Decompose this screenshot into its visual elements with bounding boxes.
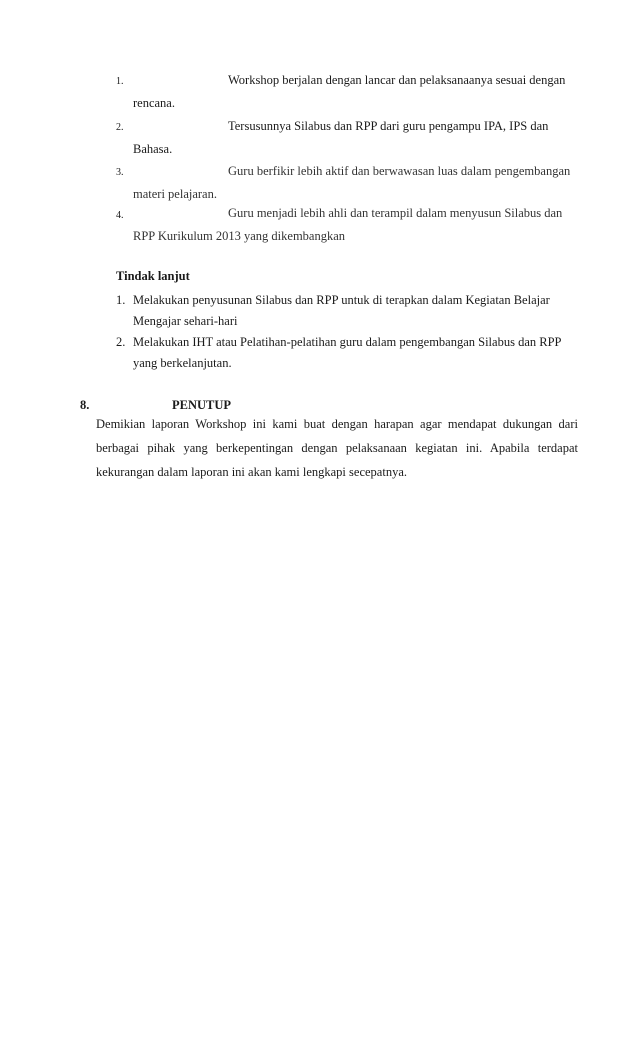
list-item-number: 3. <box>116 167 124 178</box>
list-item-number: 1. <box>116 293 126 307</box>
list-item-line2: Bahasa. <box>133 142 173 156</box>
list-item-line2: Mengajar sehari-hari <box>133 314 238 328</box>
list-item-line1: Workshop berjalan dengan lancar dan pelaksanaanya sesuai dengan <box>228 73 566 87</box>
list-item-line2: rencana. <box>133 96 175 110</box>
list-item-line2: yang berkelanjutan. <box>133 356 232 370</box>
list-item-line1: Guru berfikir lebih aktif dan berwawasan luas dalam pengembangan <box>228 164 571 178</box>
list-item-line1: Melakukan IHT atau Pelatihan-pelatihan guru dalam pengembangan Silabus dan RPP <box>133 335 562 349</box>
list-item-number: 1. <box>116 76 124 87</box>
list-item-line2: materi pelajaran. <box>133 187 217 201</box>
section-number: 8. <box>80 398 90 412</box>
closing-paragraph: Demikian laporan Workshop ini kami buat dengan harapan agar mendapat dukungan dari berbagai pihak yang berkepentingan dengan pelaksanaan kegiatan ini. Apabila terdapat kekurangan dalam laporan ini akan kami lengkapi secepatnya. <box>96 417 578 479</box>
list-item-line1: Tersusunnya Silabus dan RPP dari guru pengampu IPA, IPS dan <box>228 119 549 133</box>
list-item-line2: RPP Kurikulum 2013 yang dikembangkan <box>133 229 346 243</box>
section-heading: PENUTUP <box>172 398 232 412</box>
follow-up-heading: Tindak lanjut <box>116 269 190 283</box>
list-item-number: 2. <box>116 335 126 349</box>
list-item-number: 4. <box>116 210 124 221</box>
list-item-line1: Guru menjadi lebih ahli dan terampil dalam menyusun Silabus dan <box>228 206 563 220</box>
list-item-line1: Melakukan penyusunan Silabus dan RPP untuk di terapkan dalam Kegiatan Belajar <box>133 293 550 307</box>
list-item-number: 2. <box>116 122 124 133</box>
